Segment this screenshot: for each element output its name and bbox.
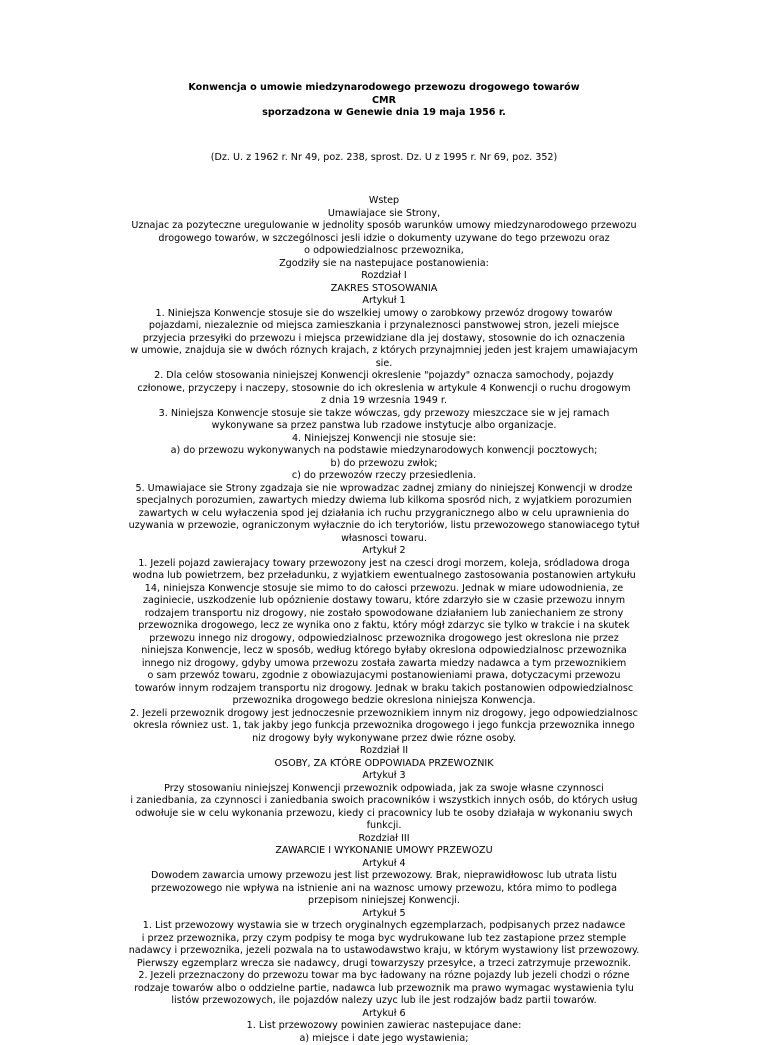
body-line: niz drogowy były wykonywane przez dwie rózne osoby. <box>4 733 764 746</box>
body-line: Rozdział I <box>4 270 764 283</box>
body-line: zaginiecie, uszkodzenie lub opóznienie dostawy towaru, które zdarzyło sie w czasie przewozu innym <box>4 595 764 608</box>
body-line: Pierwszy egzemplarz wrecza sie nadawcy, drugi towarzyszy przesyłce, a trzeci zatrzymuje przewoznik. <box>4 958 764 971</box>
body-line: 2. Jezeli przewoznik drogowy jest jednoczesnie przewoznikiem innym niz drogowy, jego odpowiedzialnosc <box>4 708 764 721</box>
document-subtitle: sporzadzona w Genewie dnia 19 maja 1956 r. <box>0 107 768 120</box>
body-line: pojazdami, niezaleznie od miejsca zamieszkania i przynaleznosci panstwowej stron, jezeli miejsce <box>4 320 764 333</box>
body-line: towarów innym rodzajem transportu niz drogowy. Jednak w braku takich postanowien odpowiedzialnosc <box>4 683 764 696</box>
document-abbreviation: CMR <box>0 95 768 108</box>
body-line: 5. Umawiajace sie Strony zgadzaja sie nie wprowadzac zadnej zmiany do niniejszej Konwencji w drodze <box>4 483 764 496</box>
body-line: Wstep <box>4 195 764 208</box>
body-line: przewozowego nie wpływa na istnienie ani na waznosc umowy przewozu, która mimo to podlega <box>4 883 764 896</box>
document-title: Konwencja o umowie miedzynarodowego przewozu drogowego towarów <box>0 82 768 95</box>
body-line: Przy stosowaniu niniejszej Konwencji przewoznik odpowiada, jak za swoje własne czynnosci <box>4 783 764 796</box>
body-line: i przez przewoznika, przy czym podpisy te moga byc wydrukowane lub tez zastapione przez stemple <box>4 933 764 946</box>
body-line: w umowie, znajduja sie w dwóch róznych krajach, z których przynajmniej jeden jest krajem umawiajacym <box>4 345 764 358</box>
body-line: 3. Niniejsza Konwencje stosuje sie takze wówczas, gdy przewozy mieszczace sie w jej ramach <box>4 408 764 421</box>
body-line: Artykuł 4 <box>4 858 764 871</box>
body-line: o sam przewóz towaru, zgodnie z obowiazujacymi postanowieniami prawa, dotyczacymi przewozu <box>4 670 764 683</box>
body-line: 1. List przewozowy powinien zawierac nastepujace dane: <box>4 1020 764 1033</box>
body-line: OSOBY, ZA KTÓRE ODPOWIADA PRZEWOZNIK <box>4 758 764 771</box>
body-line: 2. Dla celów stosowania niniejszej Konwencji okreslenie "pojazdy" oznacza samochody, pojazdy <box>4 370 764 383</box>
body-line: wykonywane sa przez panstwa lub rzadowe instytucje albo organizacje. <box>4 420 764 433</box>
body-line: zawartych w celu wyłaczenia spod jej działania ich ruchu przygranicznego albo w celu uprawnienia do <box>4 508 764 521</box>
body-line: Artykuł 6 <box>4 1008 764 1021</box>
body-line: a) miejsce i date jego wystawienia; <box>4 1033 764 1045</box>
body-line: specjalnych porozumien, zawartych miedzy dwiema lub kilkoma sposród nich, z wyjatkiem porozumien <box>4 495 764 508</box>
body-line: 4. Niniejszej Konwencji nie stosuje sie: <box>4 433 764 446</box>
document-body <box>4 195 764 1045</box>
body-line: 1. Jezeli pojazd zawierajacy towary przewozony jest na czesci drogi morzem, koleja, sródladowa droga <box>4 558 764 571</box>
source-citation <box>0 152 768 165</box>
body-line: a) do przewozu wykonywanych na podstawie miedzynarodowych konwencji pocztowych; <box>4 445 764 458</box>
body-line: Artykuł 2 <box>4 545 764 558</box>
body-line: Dowodem zawarcia umowy przewozu jest list przewozowy. Brak, nieprawidłowosc lub utrata listu <box>4 870 764 883</box>
body-line: przepisom niniejszej Konwencji. <box>4 895 764 908</box>
body-line: drogowego towarów, w szczególnosci jesli idzie o dokumenty uzywane do tego przewozu oraz <box>4 233 764 246</box>
body-line: 1. List przewozowy wystawia sie w trzech oryginalnych egzemplarzach, podpisanych przez nadawce <box>4 920 764 933</box>
body-line: Artykuł 5 <box>4 908 764 921</box>
body-line: nadawcy i przewoznika, jezeli pozwala na to ustawodawstwo kraju, w którym wystawiony list przewozowy. <box>4 945 764 958</box>
body-line: uzywania w przewozie, ograniczonym wyłacznie do ich terytoriów, listu przewozowego stanowiacego tytuł <box>4 520 764 533</box>
body-line: własnosci towaru. <box>4 533 764 546</box>
body-line: listów przewozowych, ile pojazdów nalezy uzyc lub ile jest rodzajów badz partii towarów. <box>4 995 764 1008</box>
body-line: 14, niniejsza Konwencje stosuje sie mimo to do całosci przewozu. Jednak w miare udowodnienia, ze <box>4 583 764 596</box>
source-note: (Dz. U. z 1962 r. Nr 49, poz. 238, sprost. Dz. U z 1995 r. Nr 69, poz. 352) <box>0 152 768 165</box>
body-line: przewoznika drogowego, lecz ze wynika ono z faktu, który mógł zdarzyc sie tylko w trakcie i na skutek <box>4 620 764 633</box>
body-line: o odpowiedzialnosc przewoznika, <box>4 245 764 258</box>
body-line: Uznajac za pozyteczne uregulowanie w jednolity sposób warunków umowy miedzynarodowego przewozu <box>4 220 764 233</box>
body-line: Rozdział II <box>4 745 764 758</box>
body-line: funkcji. <box>4 820 764 833</box>
body-line: okresla równiez ust. 1, tak jakby jego funkcja przewoznika drogowego i jego funkcja przewoznika innego <box>4 720 764 733</box>
body-line: Zgodziły sie na nastepujace postanowienia: <box>4 258 764 271</box>
body-line: ZAKRES STOSOWANIA <box>4 283 764 296</box>
body-line: rodzaje towarów albo o oddzielne partie, nadawca lub przewoznik ma prawo wymagac wystawienia tylu <box>4 983 764 996</box>
body-line: b) do przewozu zwłok; <box>4 458 764 471</box>
body-line: członowe, przyczepy i naczepy, stosownie do ich okreslenia w artykule 4 Konwencji o ruchu drogowym <box>4 383 764 396</box>
document-header <box>0 82 768 120</box>
body-line: i zaniedbania, za czynnosci i zaniedbania swoich pracowników i wszystkich innych osób, do których usług <box>4 795 764 808</box>
body-line: innego niz drogowy, gdyby umowa przewozu została zawarta miedzy nadawca a tym przewoznikiem <box>4 658 764 671</box>
body-line: c) do przewozów rzeczy przesiedlenia. <box>4 470 764 483</box>
body-line: niniejsza Konwencje, lecz w sposób, według którego byłaby okreslona odpowiedzialnosc przewoznika <box>4 645 764 658</box>
body-line: przewozu innego niz drogowy, odpowiedzialnosc przewoznika drogowego jest okreslona nie przez <box>4 633 764 646</box>
body-line: przyjecia przesyłki do przewozu i miejsca przewidziane dla jej dostawy, stosownie do ich oznaczenia <box>4 333 764 346</box>
body-line: ZAWARCIE I WYKONANIE UMOWY PRZEWOZU <box>4 845 764 858</box>
body-line: z dnia 19 wrzesnia 1949 r. <box>4 395 764 408</box>
body-line: sie. <box>4 358 764 371</box>
body-line: wodna lub powietrzem, bez przeładunku, z wyjatkiem ewentualnego zastosowania postanowien artykułu <box>4 570 764 583</box>
body-line: Umawiajace sie Strony, <box>4 208 764 221</box>
body-line: 2. Jezeli przeznaczony do przewozu towar ma byc ładowany na rózne pojazdy lub jezeli chodzi o rózne <box>4 970 764 983</box>
body-line: Artykuł 3 <box>4 770 764 783</box>
body-line: rodzajem transportu niz drogowy, nie zostało spowodowane działaniem lub zaniechaniem ze strony <box>4 608 764 621</box>
body-line: przewoznika drogowego bedzie okreslona niniejsza Konwencja. <box>4 695 764 708</box>
body-line: odwołuje sie w celu wykonania przewozu, kiedy ci pracownicy lub te osoby działaja w wykonaniu swych <box>4 808 764 821</box>
body-line: Rozdział III <box>4 833 764 846</box>
body-line: 1. Niniejsza Konwencje stosuje sie do wszelkiej umowy o zarobkowy przewóz drogowy towarów <box>4 308 764 321</box>
body-line: Artykuł 1 <box>4 295 764 308</box>
